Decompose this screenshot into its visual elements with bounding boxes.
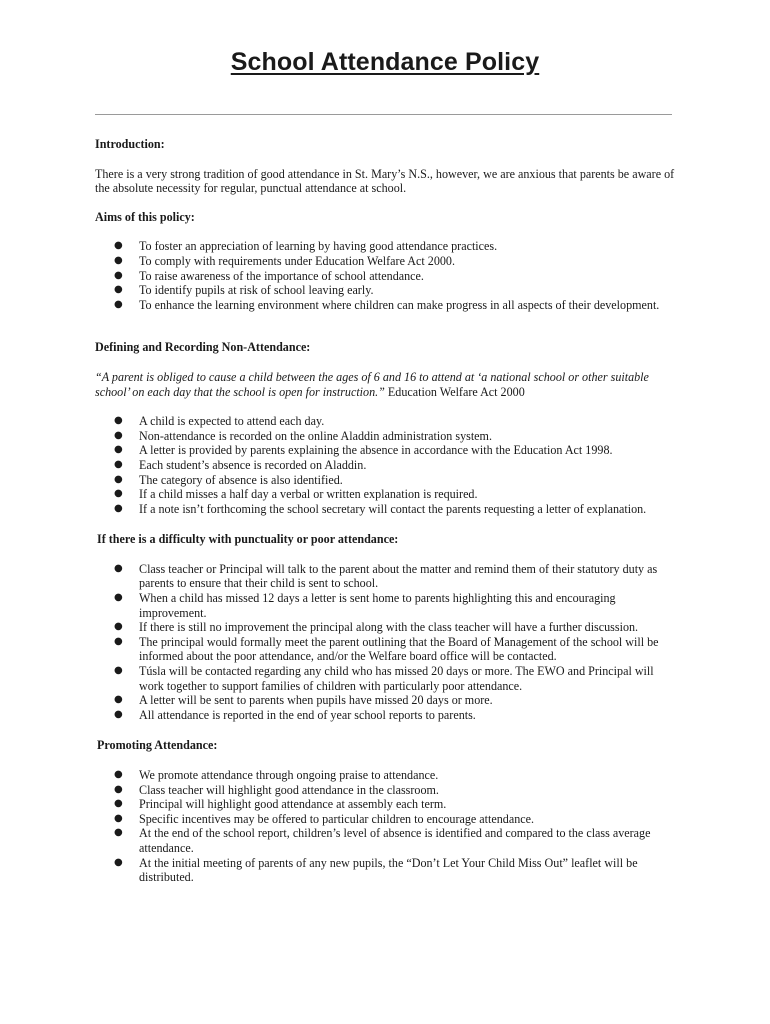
list-item [95,443,675,458]
list-item-text: A letter is provided by parents explaining the absence in accordance with the Education Act 1998. [139,443,613,458]
list-item-text: We promote attendance through ongoing praise to attendance. [139,768,439,782]
list-item [95,487,675,502]
list-item-text: A child is expected to attend each day. [139,414,325,429]
list-item-text: At the end of the school report, children’s level of absence is identified and compared to the class average attendance. [139,826,651,855]
bullet-icon: ● [114,812,123,824]
list-item-text: Specific incentives may be offered to particular children to encourage attendance. [139,811,534,826]
list-item-text: Class teacher will highlight good attendance in the classroom. [139,782,439,797]
bullet-icon: ● [114,708,123,720]
quote-source: Education Welfare Act 2000 [387,384,525,399]
list-item-text: At the initial meeting of parents of any new pupils, the “Don’t Let Your Child Miss Out” leaflet will be distributed. [139,855,638,885]
defining-list [95,414,675,516]
list-item [95,473,675,488]
list-item [95,856,675,885]
list-item-text: When a child has missed 12 days a letter is sent home to parents highlighting this and encouraging improvement. [139,591,616,620]
list-item [95,635,675,664]
list-item [95,591,675,620]
difficulty-heading: If there is a difficulty with punctuality or poor attendance: [97,532,399,547]
bullet-icon: ● [114,592,123,604]
list-item [95,783,675,798]
introduction-heading: Introduction: [95,137,165,151]
list-item [95,254,675,269]
list-item [95,620,675,635]
list-item [95,708,675,723]
list-item-text: Túsla will be contacted regarding any child who has missed 20 days or more. The EWO and Principal will work together to support families of children with particularly poor attendance. [139,664,654,693]
bullet-icon: ● [114,769,123,780]
list-item-text: To raise awareness of the importance of school attendance. [139,268,424,283]
list-item-text: Class teacher or Principal will talk to the parent about the matter and remind them of their statutory duty as parents to ensure that their child is sent to school. [139,561,658,591]
list-item [95,664,675,693]
aims-heading: Aims of this policy: [95,209,195,224]
defining-heading: Defining and Recording Non-Attendance: [95,340,311,355]
list-item-text: All attendance is reported in the end of year school reports to parents. [139,707,476,722]
list-item-text: If a note isn’t forthcoming the school secretary will contact the parents requesting a letter of explanation. [139,501,647,516]
difficulty-list [95,562,675,723]
bullet-icon: ● [114,665,123,677]
bullet-icon: ● [114,827,123,839]
bullet-icon: ● [114,488,123,500]
list-item [95,812,675,827]
aims-list [95,239,675,312]
list-item [95,283,675,298]
list-item-text: To comply with requirements under Education Welfare Act 2000. [139,253,456,268]
page-title: School Attendance Policy [230,48,540,76]
bullet-icon: ● [114,429,123,441]
list-item-text: A letter will be sent to parents when pupils have missed 20 days or more. [139,693,493,708]
list-item-text: To identify pupils at risk of school leaving early. [139,283,374,298]
list-item-text: To enhance the learning environment where children can make progress in all aspects of their development. [139,297,660,312]
list-item [95,239,675,254]
bullet-icon: ● [114,473,123,485]
list-item-text: Each student’s absence is recorded on Aladdin. [139,457,367,472]
list-item [95,502,675,517]
list-item [95,414,675,429]
list-item [95,269,675,284]
bullet-icon: ● [114,284,123,296]
bullet-icon: ● [114,269,123,281]
list-item-text: The category of absence is also identified. [139,472,343,487]
bullet-icon: ● [114,240,123,252]
list-item-text: If there is still no improvement the principal along with the class teacher will have a further discussion. [139,620,639,635]
bullet-icon: ● [114,783,123,795]
bullet-icon: ● [114,298,123,310]
list-item [95,562,675,591]
bullet-icon: ● [114,458,123,470]
bullet-icon: ● [114,254,123,266]
list-item [95,298,675,313]
bullet-icon: ● [114,856,123,868]
introduction-text: There is a very strong tradition of good attendance in St. Mary’s N.S., however, we are anxious that parents be aware of the absolute necessity for regular, punctual attendance at school. [95,166,675,196]
list-item-text: Principal will highlight good attendance at assembly each term. [139,797,447,812]
promoting-list [95,768,675,885]
title-divider [95,114,672,115]
list-item [95,768,675,783]
list-item-text: If a child misses a half day a verbal or written explanation is required. [139,487,478,502]
list-item [95,797,675,812]
bullet-icon: ● [114,415,123,427]
bullet-icon: ● [114,621,123,633]
bullet-icon: ● [114,502,123,514]
list-item-text: To foster an appreciation of learning by having good attendance practices. [139,239,498,254]
list-item [95,458,675,473]
bullet-icon: ● [114,694,123,706]
document-body [95,137,675,885]
promoting-heading: Promoting Attendance: [97,738,218,753]
bullet-icon: ● [114,635,123,647]
list-item-text: The principal would formally meet the parent outlining that the Board of Management of the school will be informed about the poor attendance, and/or the Welfare board office will be contacted. [139,634,659,664]
legal-quote-paragraph [95,370,675,399]
bullet-icon: ● [114,798,123,810]
bullet-icon: ● [114,562,123,574]
list-item [95,693,675,708]
list-item [95,826,675,855]
bullet-icon: ● [114,444,123,456]
list-item-text: Non-attendance is recorded on the online Aladdin administration system. [139,428,492,443]
legal-quote: “A parent is obliged to cause a child between the ages of 6 and 16 to attend at ‘a national school or other suitable school’ on each day that the school is open for instruction.” [95,369,649,399]
list-item [95,429,675,444]
